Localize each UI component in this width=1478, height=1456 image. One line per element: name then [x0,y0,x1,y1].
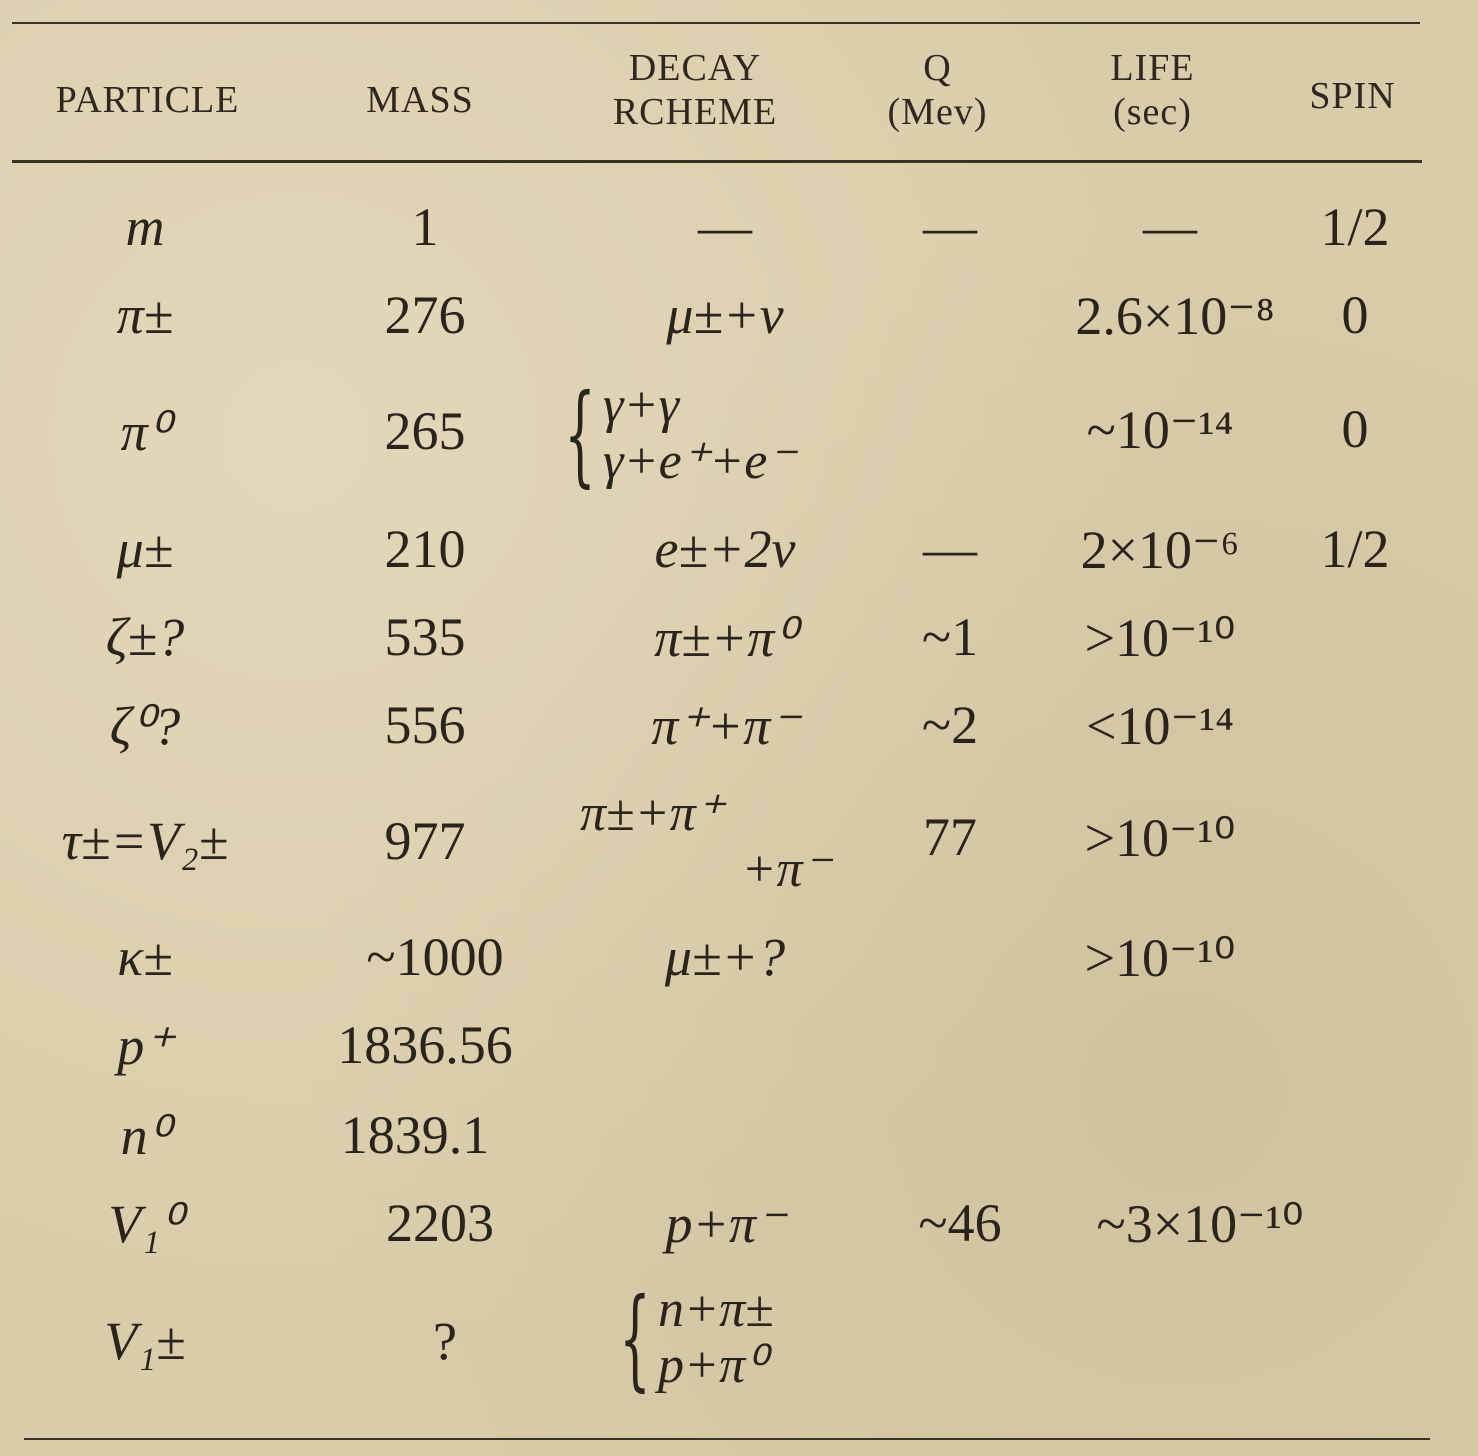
decay-cell: μ±+? [664,927,786,987]
q-cell: — [923,197,977,257]
particle-cell: ζ±? [105,607,185,667]
mass-cell: 1839.1 [340,1105,490,1165]
spin-cell: 1/2 [1320,197,1390,257]
header-decay [580,46,810,134]
header-rule [12,160,1422,163]
life-cell: <10⁻¹⁴ [1086,696,1234,756]
header-q-line2: (Mev) [887,91,988,133]
life-cell: — [1143,197,1197,257]
particle-cell: p⁺ [117,1016,173,1076]
header-decay-line2: RCHEME [612,91,778,133]
life-cell: >10⁻¹⁰ [1084,808,1236,868]
q-cell: 77 [923,807,977,867]
particle-cell: V₁⁰ [108,1194,182,1254]
header-q-line1: Q [923,47,952,89]
particle-cell: τ±=V₂± [61,811,229,871]
particle-cell: V₁± [104,1311,186,1371]
decay-line: π±+π⁺ [580,785,724,842]
particle-cell: n⁰ [120,1106,170,1166]
mass-cell: ? [433,1311,457,1371]
header-life-line2: (sec) [1113,91,1192,133]
bottom-rule [24,1438,1430,1440]
decay-cell: e±+2ν [654,519,796,579]
q-cell: ~46 [918,1193,1002,1253]
life-cell: ~10⁻¹⁴ [1086,400,1234,460]
mass-cell: 977 [384,811,466,871]
decay-cell-braced [600,1274,774,1402]
life-cell: >10⁻¹⁰ [1084,608,1236,668]
left-brace-icon: { [619,1274,651,1402]
particle-cell: μ± [116,519,174,579]
mass-cell: 556 [384,695,466,755]
header-q [860,46,1015,134]
mass-cell: 1 [411,197,439,257]
decay-line: n+π± [658,1281,774,1338]
spin-cell: 0 [1341,399,1369,459]
particle-cell: π⁰ [120,402,170,462]
spin-cell: 0 [1341,285,1369,345]
particle-cell: ζ⁰? [109,696,181,756]
mass-cell: 535 [384,607,466,667]
decay-cell-multiline [580,786,830,898]
life-cell: 2×10⁻⁶ [1080,520,1240,580]
mass-cell: 2203 [386,1193,494,1253]
header-spin: SPIN [1309,75,1396,117]
decay-line: γ+e⁺+e⁻ [603,433,795,490]
mass-cell: 265 [384,401,466,461]
life-cell: 2.6×10⁻⁸ [1075,286,1275,346]
particle-cell: κ± [117,927,173,987]
q-cell: ~2 [921,695,979,755]
header-life-line1: LIFE [1110,47,1195,89]
decay-cell: p+π⁻ [665,1194,785,1254]
decay-line: γ+γ [603,377,680,434]
top-rule [12,22,1420,24]
decay-cell: π⁺+π⁻ [651,696,799,756]
decay-cell: π±+π⁰ [654,608,796,668]
decay-cell: — [698,197,752,257]
particle-cell: m [125,197,165,257]
spin-cell: 1/2 [1320,519,1390,579]
mass-cell: 1836.56 [337,1015,513,1075]
decay-cell-braced [545,370,795,498]
header-decay-line1: DECAY [628,47,762,89]
q-cell: — [923,519,977,579]
header-particle: PARTICLE [55,79,240,121]
particle-cell: π± [116,285,174,345]
decay-line: +π⁻ [741,841,830,898]
mass-cell: ~1000 [366,927,504,987]
header-life [1070,46,1235,134]
life-cell: >10⁻¹⁰ [1084,928,1236,988]
q-cell: ~1 [921,607,979,667]
decay-line: p+π⁰ [658,1337,766,1394]
life-cell: ~3×10⁻¹⁰ [1096,1194,1304,1254]
mass-cell: 210 [384,519,466,579]
mass-cell: 276 [384,285,466,345]
header-mass: MASS [366,79,474,121]
decay-cell: μ±+ν [666,285,784,345]
left-brace-icon: { [564,370,596,498]
